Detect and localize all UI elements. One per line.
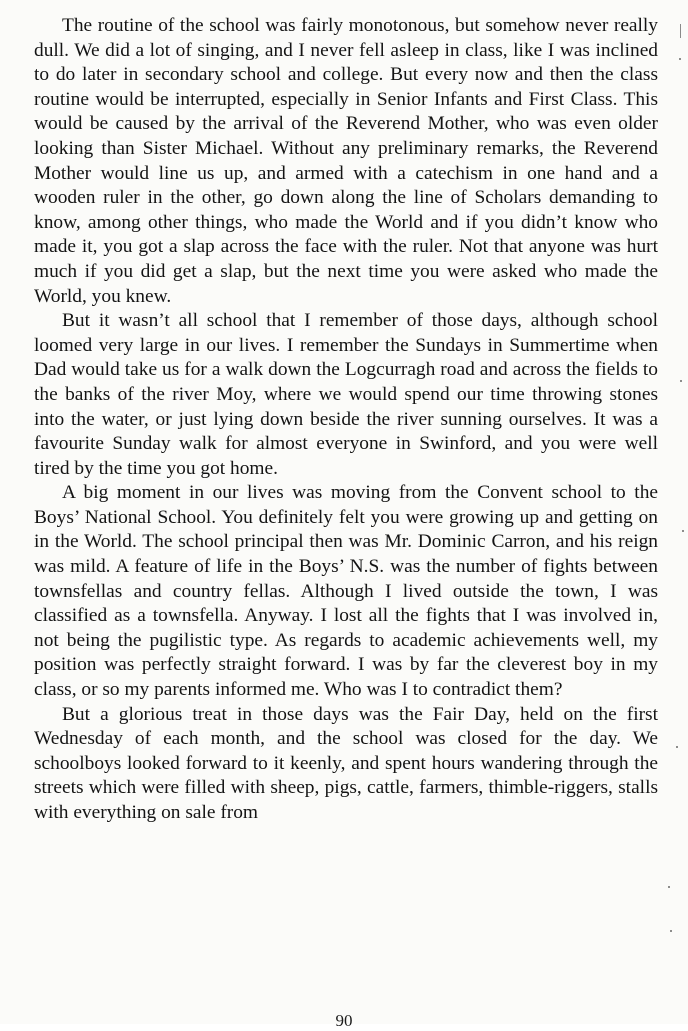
scan-speck — [676, 746, 678, 748]
scan-speck — [682, 530, 684, 532]
paragraph-fair-day: But a glorious treat in those days was the Fair Day, held on the first Wednesday of each month, and the school was closed for the day. We schoolboys looked forward to it keenly, and spent hours wandering through the streets which were filled with sheep, pigs, cattle, farmers, thimble-riggers, stalls with everything on sale from — [34, 703, 658, 823]
scan-edge-mark — [680, 24, 681, 38]
scan-speck — [670, 930, 672, 932]
scan-speck — [679, 58, 681, 60]
scan-speck — [668, 886, 670, 888]
body-text — [34, 14, 658, 826]
paragraph-national-school: A big moment in our lives was moving from the Convent school to the Boys’ National School. You definitely felt you were growing up and getting on in the World. The school principal then was Mr. Dominic Carron, and his reign was mild. A feature of life in the Boys’ N.S. was the number of fights between townsfellas and country fellas. Although I lived outside the town, I was classified as a townsfella. Anyway. I lost all the fights that I was involved in, not being the pugilistic type. As regards to academic achievements well, my position was perfectly straight forward. I was by far the cleverest boy in my class, or so my parents informed me. Who was I to contradict them? — [34, 482, 658, 701]
paragraph-sunday-walks: But it wasn’t all school that I remember of those days, although school loomed very large in our lives. I remember the Sundays in Summertime when Dad would take us for a walk down the Logcurragh road and across the fields to the banks of the river Moy, where we would spend our time throwing stones into the water, or just lying down beside the river sunning ourselves. It was a favourite Sunday walk for almost everyone in Swinford, and you were well tired by the time you got home. — [34, 310, 658, 479]
page-number: 90 — [335, 1011, 353, 1030]
paragraph-school-routine: The routine of the school was fairly monotonous, but somehow never really dull. We did a lot of singing, and I never fell asleep in class, like I was inclined to do later in secondary school and college. But every now and then the class routine would be interrupted, especially in Senior Infants and First Class. This would be caused by the arrival of the Reverend Mother, who was even older looking than Sister Michael. Without any preliminary remarks, the Reverend Mother would line us up, and armed with a catechism in one hand and a wooden ruler in the other, go down along the line of Scholars demanding to know, among other things, who made the World and if you didn’t know who made it, you got a slap across the face with the ruler. Not that anyone was hurt much if you did get a slap, but the next time you were asked who made the World, you knew. — [34, 15, 658, 307]
scan-speck — [680, 380, 682, 382]
